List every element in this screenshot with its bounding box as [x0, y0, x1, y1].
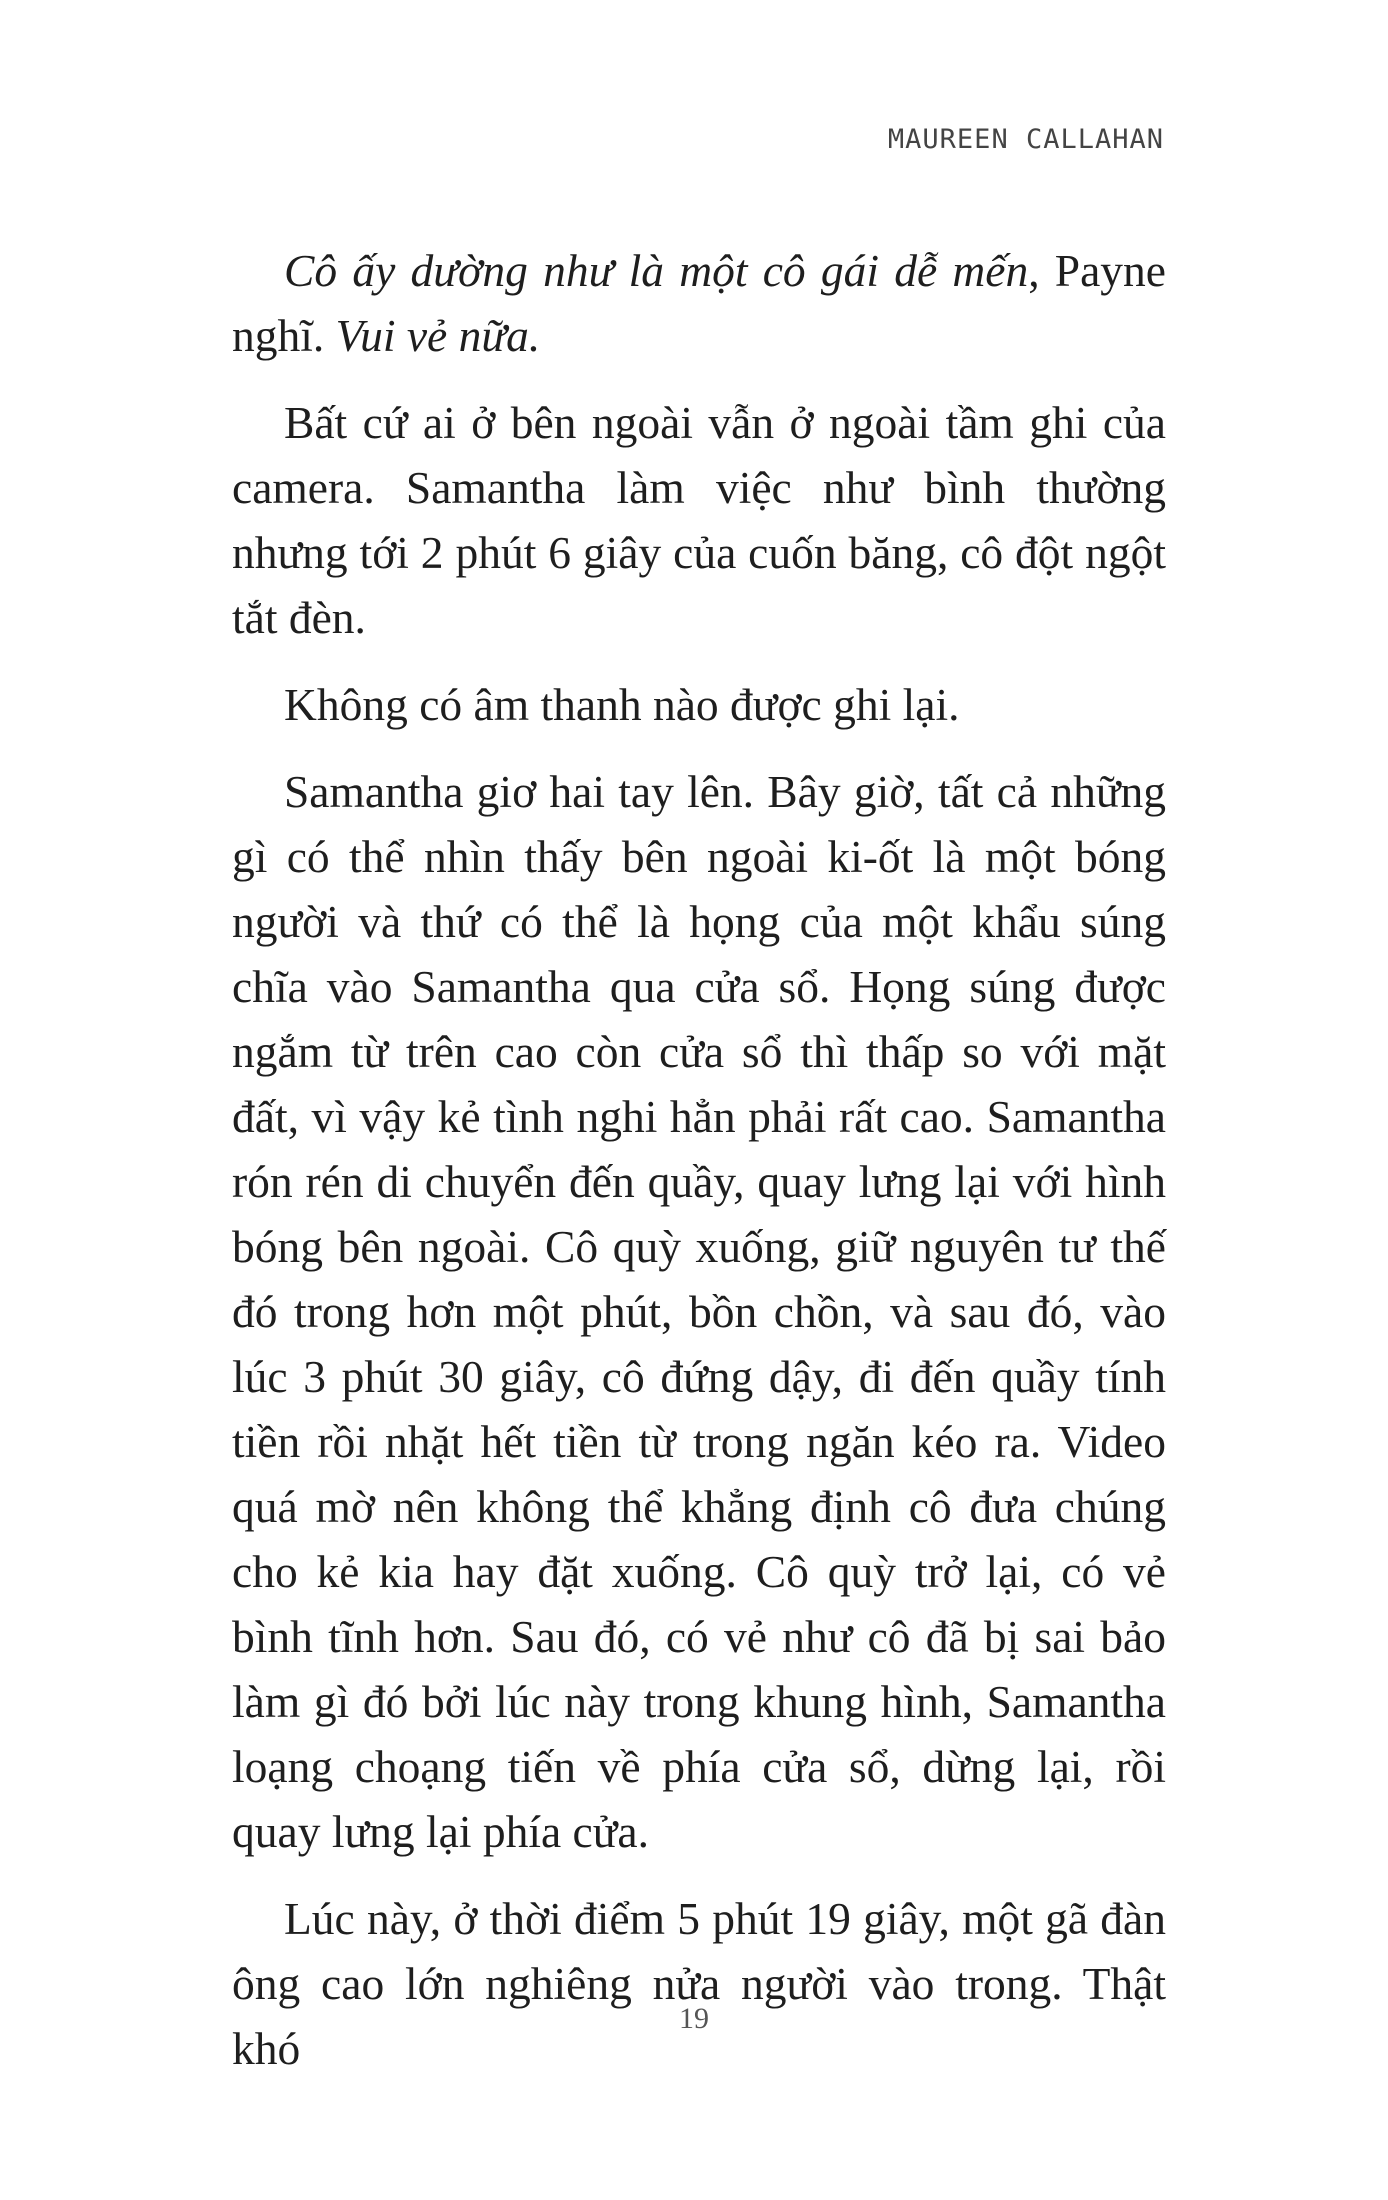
body-text — [232, 238, 1166, 2103]
paragraph-1 — [232, 238, 1166, 368]
paragraph-5: Lúc này, ở thời điểm 5 phút 19 giây, một gã đàn ông cao lớn nghiêng nửa người vào trong. Thật khó — [232, 1893, 1166, 2074]
paragraph-4: Samantha giơ hai tay lên. Bây giờ, tất cả những gì có thể nhìn thấy bên ngoài ki-ốt là một bóng người và thứ có thể là họng của một khẩu súng chĩa vào Samantha qua cửa sổ. Họng súng được ngắm từ trên cao còn cửa sổ thì thấp so với mặt đất, vì vậy kẻ tình nghi hẳn phải rất cao. Samantha rón rén di chuyển đến quầy, quay lưng lại với hình bóng bên ngoài. Cô quỳ xuống, giữ nguyên tư thế đó trong hơn một phút, bồn chồn, và sau đó, vào lúc 3 phút 30 giây, cô đứng dậy, đi đến quầy tính tiền rồi nhặt hết tiền từ trong ngăn kéo ra. Video quá mờ nên không thể khẳng định cô đưa chúng cho kẻ kia hay đặt xuống. Cô quỳ trở lại, có vẻ bình tĩnh hơn. Sau đó, có vẻ như cô đã bị sai bảo làm gì đó bởi lúc này trong khung hình, Samantha loạng choạng tiến về phía cửa sổ, dừng lại, rồi quay lưng lại phía cửa. — [232, 766, 1166, 1857]
paragraph-1-italic-thought: Cô ấy dường như là một cô gái dễ mến — [284, 245, 1029, 296]
paragraph-1-italic-continuation: Vui vẻ nữa. — [335, 310, 541, 361]
paragraph-3: Không có âm thanh nào được ghi lại. — [284, 679, 960, 730]
page-number: 19 — [679, 2002, 709, 2035]
paragraph-2: Bất cứ ai ở bên ngoài vẫn ở ngoài tầm ghi của camera. Samantha làm việc như bình thường nhưng tới 2 phút 6 giây của cuốn băng, cô đột ngột tắt đèn. — [232, 397, 1166, 643]
paragraph-1-attribution: , Payne nghĩ. — [232, 245, 1166, 361]
running-head: MAUREEN CALLAHAN — [887, 124, 1164, 155]
